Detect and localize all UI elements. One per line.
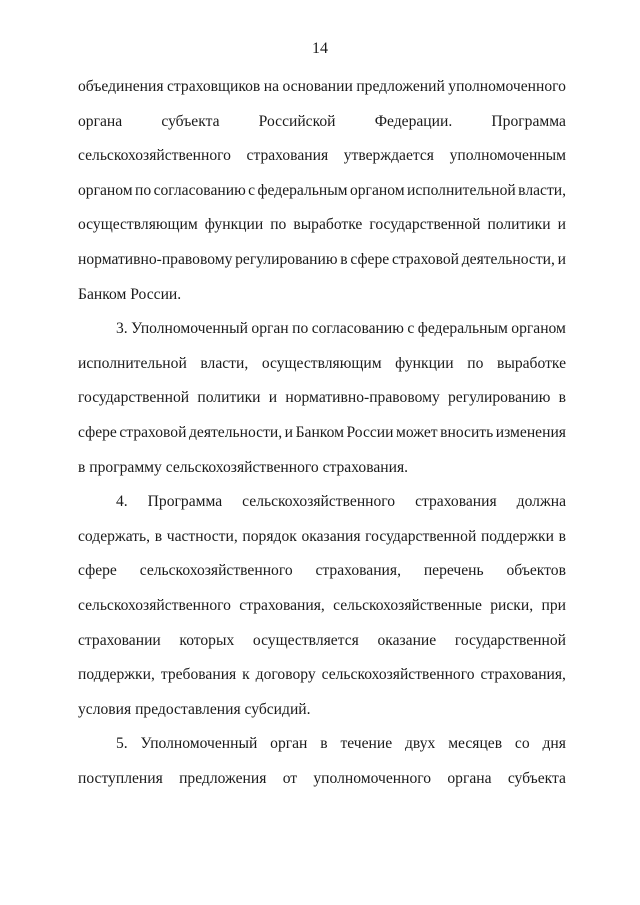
text-line: органом по согласованию с федеральным органом исполнительной власти,: [78, 181, 566, 199]
text-line: государственной политики и нормативно-правовому регулированию в: [78, 389, 566, 407]
text-line: 3. Уполномоченный орган по согласованию с федеральным органом: [116, 320, 566, 338]
text-line: органа субъекта Российской Федерации. Программа: [78, 112, 566, 130]
text-line: содержать, в частности, порядок оказания государственной поддержки в: [78, 527, 566, 545]
document-body: [78, 70, 566, 796]
text-line: поступления предложения от уполномоченного органа субъекта: [78, 769, 566, 787]
text-line: 4. Программа сельскохозяйственного страхования должна: [116, 493, 566, 511]
text-line: 5. Уполномоченный орган в течение двух месяцев со дня: [116, 735, 566, 753]
text-line: страховании которых осуществляется оказание государственной: [78, 631, 566, 649]
text-line: условия предоставления субсидий.: [78, 700, 311, 718]
paragraph-continuation: [78, 70, 566, 312]
paragraph-item-4: [78, 485, 566, 727]
text-line: нормативно-правовому регулированию в сфере страховой деятельности, и: [78, 250, 566, 268]
text-line: сельскохозяйственного страхования, сельскохозяйственные риски, при: [78, 596, 566, 614]
text-line: объединения страховщиков на основании предложений уполномоченного: [78, 78, 566, 95]
text-line: в программу сельскохозяйственного страхования.: [78, 458, 409, 476]
text-line: Банком России.: [78, 285, 182, 303]
text-line: сельскохозяйственного страхования утверждается уполномоченным: [78, 147, 566, 165]
text-line: сфере сельскохозяйственного страхования, перечень объектов: [78, 562, 566, 580]
paragraph-item-5: [78, 727, 566, 796]
text-line: осуществляющим функции по выработке государственной политики и: [78, 216, 566, 234]
text-line: исполнительной власти, осуществляющим функции по выработке: [78, 354, 566, 372]
text-line: поддержки, требования к договору сельскохозяйственного страхования,: [78, 666, 566, 684]
paragraph-item-3: [78, 312, 566, 485]
text-line: сфере страховой деятельности, и Банком России может вносить изменения: [78, 423, 566, 441]
page-number: 14: [312, 40, 328, 57]
